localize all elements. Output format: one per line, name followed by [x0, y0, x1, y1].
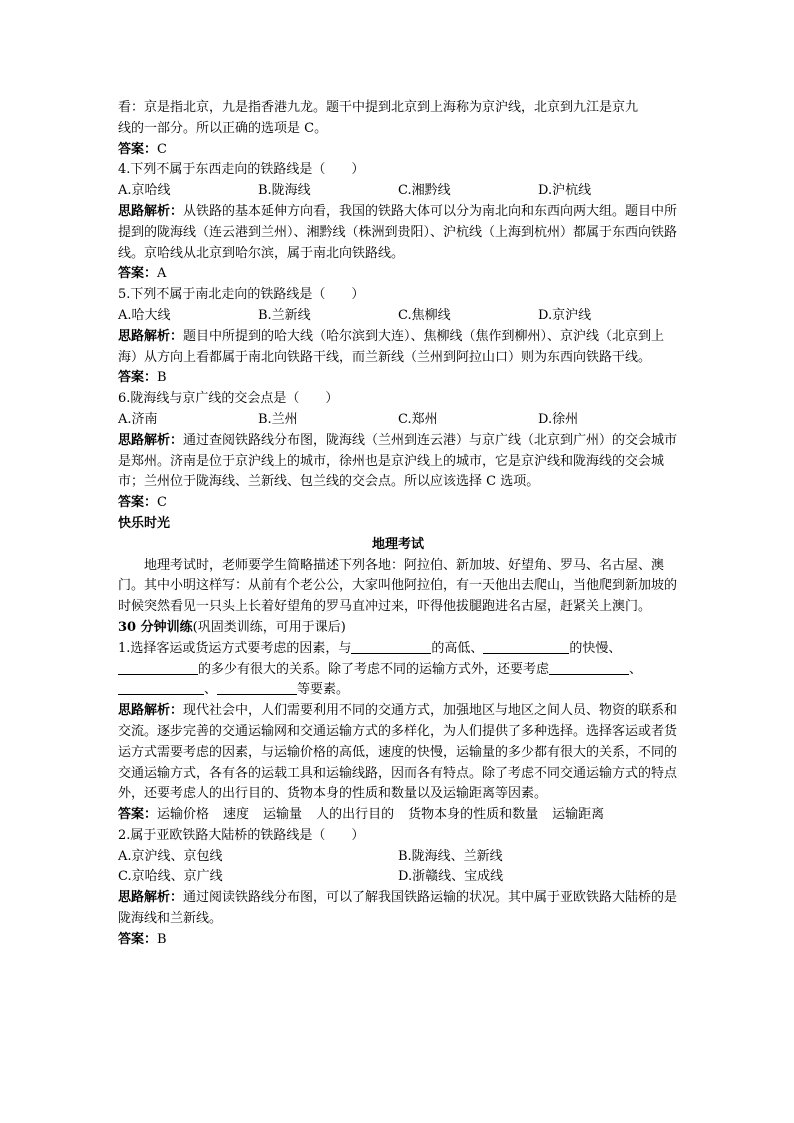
q4-option-a: A.京哈线 [118, 183, 171, 199]
fill-blank [549, 660, 629, 675]
answer-item: 运输量 [263, 807, 303, 823]
analysis-label: 思路解析： [118, 432, 184, 448]
answer-label: 答案： [118, 931, 158, 947]
q6-option-b: B.兰州 [258, 411, 298, 427]
fill-blank [118, 660, 198, 675]
t1-stem-part: 等要素。 [297, 682, 350, 698]
answer-item: 货物本身的性质和数量 [408, 807, 539, 823]
fun-story-body: 地理考试时，老师要学生简略描述下列各地：阿拉伯、新加坡、好望角、罗马、名古屋、澳门。其中小明这样写：从前有个老公公，大家叫他阿拉伯，有一天他出去爬山，当他爬到新加坡的时候突然看见一只头上长着好望角的罗马直冲过来，吓得他拔腿跑进名古屋，赶紧关上澳门。 [118, 557, 678, 615]
q4-option-b: B.陇海线 [258, 183, 311, 199]
intro-answer [118, 140, 678, 161]
analysis-label: 思路解析： [118, 328, 184, 344]
t2-option-a: A.京沪线、京包线 [118, 848, 223, 864]
q5-option-a: A.哈大线 [118, 307, 171, 323]
q6-option-d: D.徐州 [538, 411, 579, 427]
training-heading [118, 618, 678, 639]
analysis-text: 从铁路的基本延伸方向看，我国的铁路大体可以分为南北向和东西向两大组。题目中所提到的陇海线（连云港到兰州）、湘黔线（株洲到贵阳）、沪杭线（上海到杭州）都属于东西向铁路线。京哈线从北京到哈尔滨，属于南北向铁路线。 [118, 203, 678, 261]
analysis-label: 思路解析： [118, 890, 184, 906]
analysis-label: 思路解析： [118, 703, 184, 719]
answer-item: 人的出行目的 [316, 807, 395, 823]
q6-option-a: A.济南 [118, 411, 158, 427]
fill-blank [118, 680, 204, 695]
t2-options-row-1 [118, 847, 678, 868]
t2-option-b: B.陇海线、兰新线 [398, 848, 503, 864]
q4-stem: 4.下列不属于东西走向的铁路线是（ ） [118, 162, 365, 178]
t2-answer [118, 930, 678, 951]
q5-option-b: B.兰新线 [258, 307, 311, 323]
q4-options [118, 181, 678, 202]
fill-blank [351, 639, 431, 654]
answer-label: 答案： [118, 807, 158, 823]
q4-analysis [118, 202, 678, 264]
t1-stem-part: 的高低、 [431, 640, 484, 656]
fun-section-heading: 快乐时光 [118, 515, 171, 531]
q6-stem: 6.陇海线与京广线的交会点是（ ） [118, 391, 339, 407]
answer-value: C [157, 495, 167, 511]
analysis-text: 通过查阅铁路线分布图，陇海线（兰州到连云港）与京广线（北京到广州）的交会城市是郑州。济南是位于京沪线上的城市，徐州也是京沪线上的城市，它是京沪线和陇海线的交会城市；兰州位于陇海线、兰新线、包兰线的交会点。所以应该选择 C 选项。 [118, 432, 678, 490]
t1-stem-part: 的快慢、 [569, 640, 622, 656]
t2-option-d: D.浙赣线、宝成线 [398, 869, 504, 885]
q5-analysis [118, 327, 678, 369]
q4-answer [118, 264, 678, 285]
fill-blank [217, 680, 297, 695]
q5-options [118, 306, 678, 327]
q5-option-c: C.焦柳线 [398, 307, 451, 323]
q4-option-c: C.湘黔线 [398, 183, 451, 199]
t1-stem-part: 1.选择客运或货运方式要考虑的因素，与 [118, 640, 352, 656]
training-heading-note: (巩固类训练，可用于课后) [192, 619, 346, 635]
t1-answer [118, 805, 678, 826]
fill-blank [483, 639, 569, 654]
q6-options [118, 410, 678, 431]
document-page [118, 98, 678, 951]
intro-line-1: 看：京是指北京，九是指香港九龙。题干中提到北京到上海称为京沪线，北京到九江是京九 [118, 100, 639, 115]
analysis-text: 现代社会中，人们需要利用不同的交通方式，加强地区与地区之间人员、物资的联系和交流。逐步完善的交通运输网和交通运输方式的多样化，为人们提供了多种选择。选择客运或者货运方式需要考虑的因素，与运输价格的高低，速度的快慢，运输量的多少都有很大的关系，不同的交通运输方式，各有各的运载工具和运输线路，因而各有特点。除了考虑不同交通运输方式的特点外，还要考虑人的出行目的、货物本身的性质和数量以及运输距离等因素。 [118, 703, 678, 802]
q5-answer [118, 368, 678, 389]
training-heading-label: 30 分钟训练 [118, 619, 193, 635]
t2-options-row-2 [118, 867, 678, 888]
answer-item: 运输距离 [552, 807, 605, 823]
t2-option-c: C.京哈线、京广线 [118, 869, 223, 885]
analysis-label: 思路解析： [118, 203, 184, 219]
q6-option-c: C.郑州 [398, 411, 438, 427]
q5-option-d: D.京沪线 [538, 307, 592, 323]
answer-value: C [157, 141, 167, 157]
answer-value: A [157, 266, 167, 282]
t1-stem-part: 、 [204, 682, 218, 698]
fun-story-title: 地理考试 [371, 536, 424, 552]
t1-stem-part: 的多少有很大的关系。除了考虑不同的运输方式外，还要考虑 [198, 661, 550, 677]
answer-value: B [157, 370, 167, 386]
q6-analysis [118, 431, 678, 493]
q4-option-d: D.沪杭线 [538, 183, 592, 199]
answer-item: 运输价格 [157, 807, 210, 823]
t1-analysis [118, 701, 678, 805]
t1-stem-part: 、 [629, 661, 643, 677]
t2-analysis [118, 888, 678, 930]
q6-answer [118, 493, 678, 514]
t2-stem: 2.属于亚欧铁路大陆桥的铁路线是（ ） [118, 827, 365, 843]
answer-item: 速度 [223, 807, 250, 823]
analysis-text: 题目中所提到的哈大线（哈尔滨到大连）、焦柳线（焦作到柳州）、京沪线（北京到上海）从方向上看都属于南北向铁路干线，而兰新线（兰州到阿拉山口）则为东西向铁路干线。 [118, 328, 665, 365]
answer-value: B [157, 931, 167, 947]
answer-label: 答案： [118, 266, 158, 282]
t1-stem [118, 639, 678, 701]
answer-label: 答案： [118, 370, 158, 386]
answer-label: 答案： [118, 495, 158, 511]
intro-line-2: 线的一部分。所以正确的选项是 C。 [118, 120, 328, 136]
answer-label: 答案： [118, 141, 158, 157]
q5-stem: 5.下列不属于南北走向的铁路线是（ ） [118, 287, 365, 303]
analysis-text: 通过阅读铁路线分布图，可以了解我国铁路运输的状况。其中属于亚欧铁路大陆桥的是陇海线和兰新线。 [118, 890, 678, 927]
